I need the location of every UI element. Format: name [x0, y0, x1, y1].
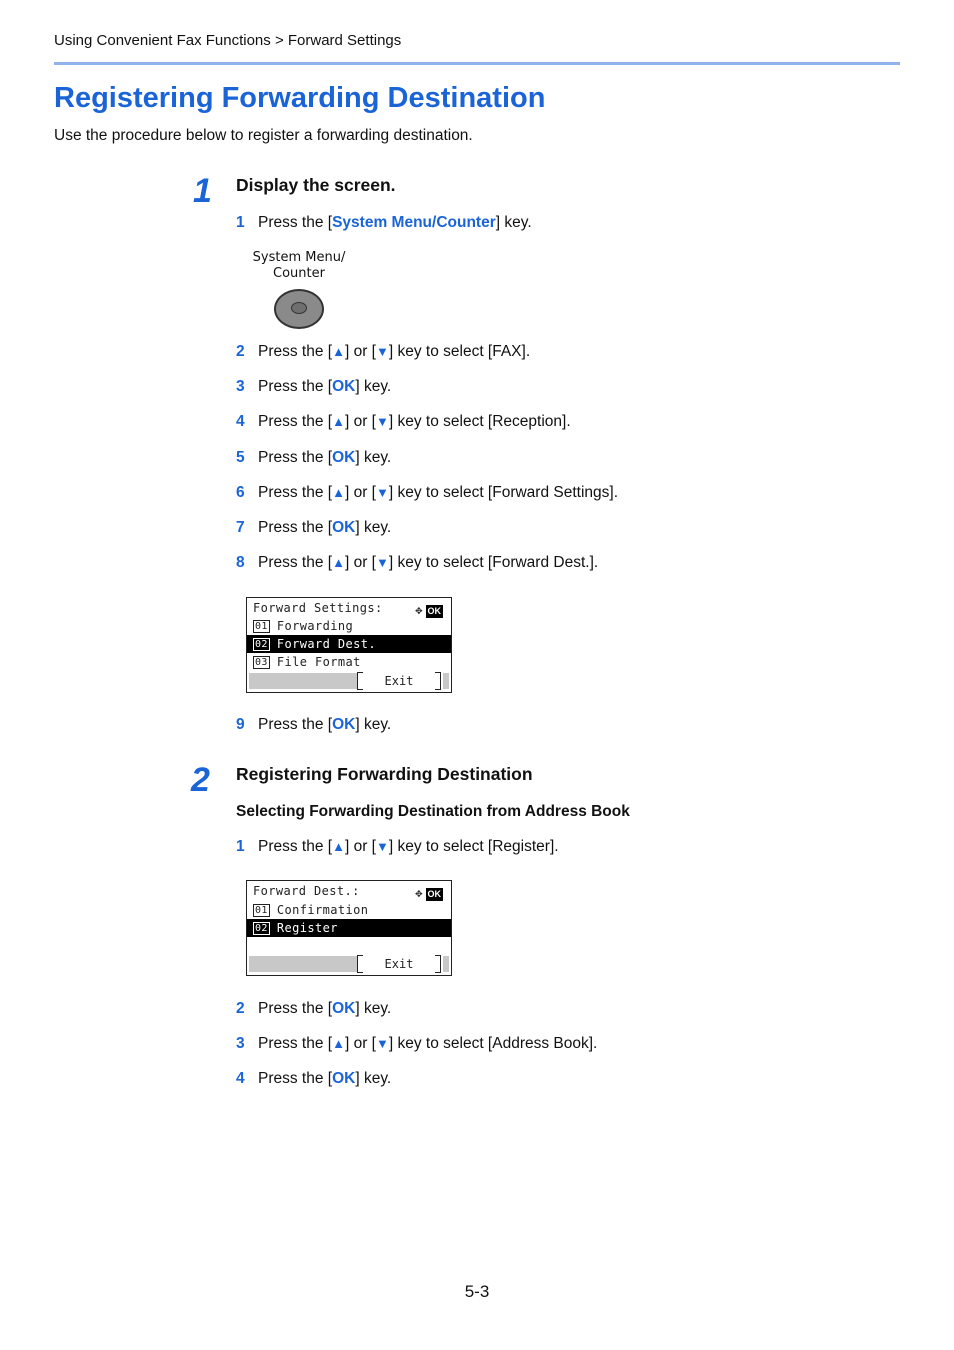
- step1-substep-9: 9 Press the [OK] key.: [236, 716, 392, 733]
- up-arrow-icon: ▲: [332, 414, 345, 429]
- step-heading-2: Registering Forwarding Destination: [236, 764, 533, 784]
- lcd-menu-item-selected: 02 Register: [247, 919, 451, 937]
- up-arrow-icon: ▲: [332, 485, 345, 500]
- step2-substep-3: 3 Press the [▲] or [▼] key to select [Address Book].: [236, 1035, 598, 1052]
- up-arrow-icon: ▲: [332, 839, 345, 854]
- lcd-scroll-indicator: [443, 673, 449, 689]
- step2-substep-4: 4 Press the [OK] key.: [236, 1070, 392, 1087]
- step2-substep-1: 1 Press the [▲] or [▼] key to select [Register].: [236, 838, 559, 855]
- step2-subheading: Selecting Forwarding Destination from Address Book: [236, 803, 630, 820]
- system-menu-key-label: System Menu/ Counter: [252, 250, 346, 281]
- system-menu-counter-key-icon: [274, 289, 324, 329]
- down-arrow-icon: ▼: [375, 555, 389, 570]
- breadcrumb: Using Convenient Fax Functions > Forward Settings: [54, 32, 402, 49]
- step-number-2: 2: [191, 761, 210, 799]
- page-number: 5-3: [464, 1282, 490, 1301]
- step1-substep-6: 6 Press the [▲] or [▼] key to select [Forward Settings].: [236, 484, 619, 501]
- down-arrow-icon: ▼: [375, 414, 389, 429]
- up-arrow-icon: ▲: [332, 555, 345, 570]
- down-arrow-icon: ▼: [375, 344, 389, 359]
- step1-substep-4: 4 Press the [▲] or [▼] key to select [Reception].: [236, 413, 571, 430]
- ok-icon: OK: [427, 889, 441, 899]
- step-heading-1: Display the screen.: [236, 175, 396, 195]
- lcd-exit-softkey: Exit: [357, 955, 441, 973]
- step-number-1: 1: [193, 172, 212, 210]
- step2-substep-2: 2 Press the [OK] key.: [236, 1000, 392, 1017]
- move-cross-icon: ✥: [415, 603, 423, 617]
- intro-text: Use the procedure below to register a forwarding destination.: [54, 127, 473, 144]
- lcd-status-bar: [249, 673, 357, 689]
- page-title: Registering Forwarding Destination: [54, 82, 546, 114]
- lcd-menu-item: 01 Confirmation: [255, 903, 369, 917]
- down-arrow-icon: ▼: [375, 485, 389, 500]
- lcd-title-row: Forward Dest.: ✥ OK: [253, 884, 441, 900]
- ok-icon: OK: [427, 606, 441, 616]
- down-arrow-icon: ▼: [375, 839, 389, 854]
- lcd-forward-settings: [246, 597, 452, 693]
- move-cross-icon: ✥: [415, 886, 423, 900]
- step1-substep-1: 1 Press the [System Menu/Counter] key.: [236, 214, 532, 231]
- lcd-title-row: Forward Settings: ✥ OK: [253, 601, 441, 617]
- step1-substep-5: 5 Press the [OK] key.: [236, 449, 392, 466]
- lcd-status-bar: [249, 956, 357, 972]
- up-arrow-icon: ▲: [332, 1036, 345, 1051]
- down-arrow-icon: ▼: [375, 1036, 389, 1051]
- step1-substep-3: 3 Press the [OK] key.: [236, 378, 392, 395]
- lcd-forward-dest: [246, 880, 452, 976]
- lcd-menu-item: 03 File Format: [255, 655, 361, 669]
- step1-substep-8: 8 Press the [▲] or [▼] key to select [Forward Dest.].: [236, 554, 599, 571]
- step1-substep-7: 7 Press the [OK] key.: [236, 519, 392, 536]
- header-divider: [54, 62, 900, 65]
- lcd-menu-item-selected: 02 Forward Dest.: [247, 635, 451, 653]
- up-arrow-icon: ▲: [332, 344, 345, 359]
- lcd-menu-item: 01 Forwarding: [255, 619, 354, 633]
- lcd-scroll-indicator: [443, 956, 449, 972]
- lcd-exit-softkey: Exit: [357, 672, 441, 690]
- step1-substep-2: 2 Press the [▲] or [▼] key to select [FAX].: [236, 343, 531, 360]
